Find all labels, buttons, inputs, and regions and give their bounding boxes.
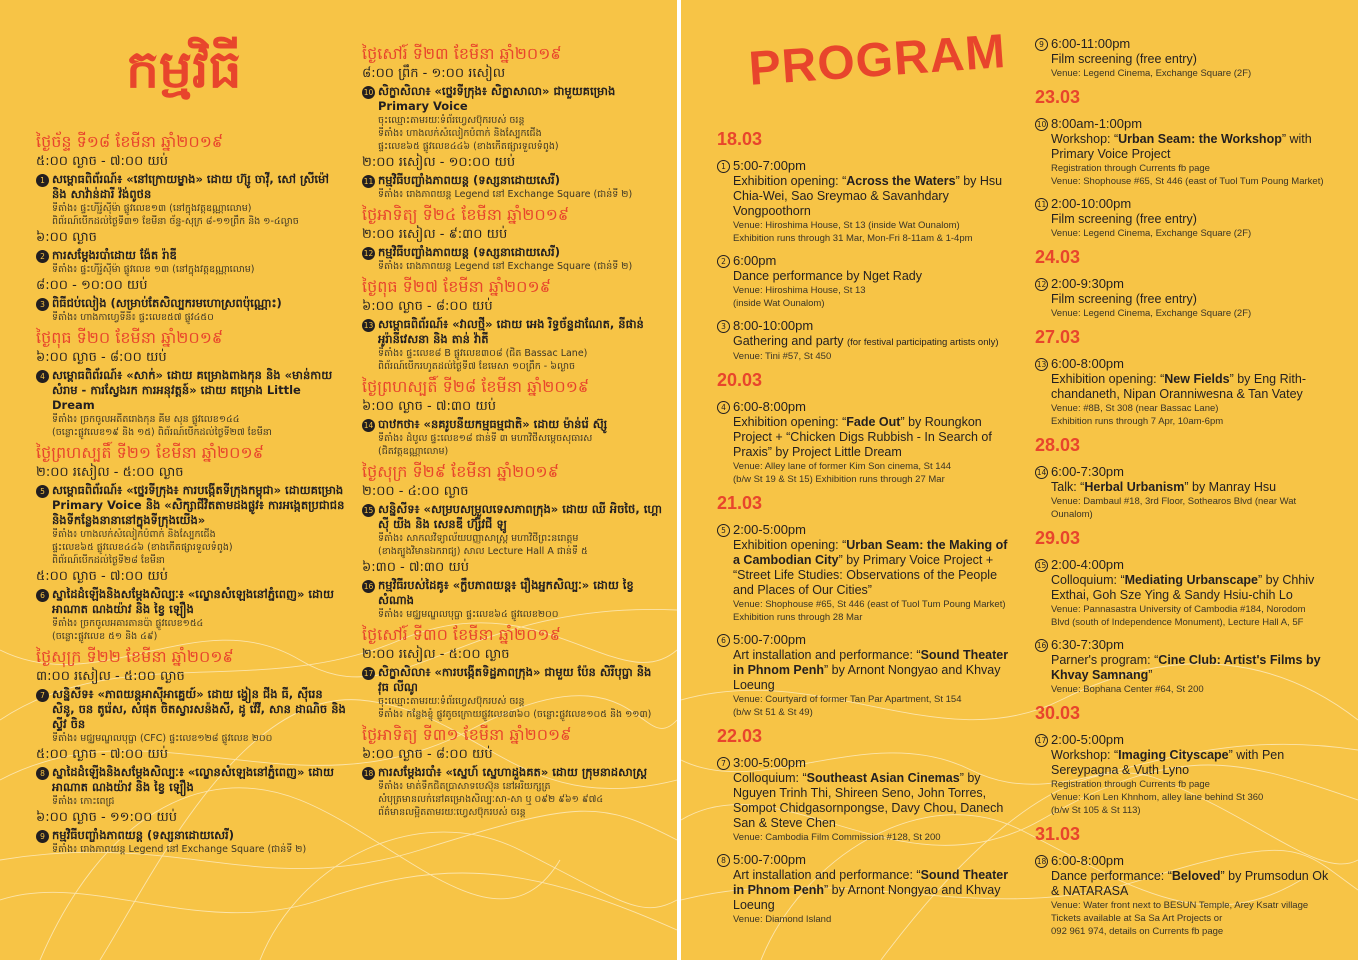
title-rest: ” by Eng Rith-chandaneth, Nipan Oranniwesna & Tan Vatey [1051, 372, 1306, 401]
day-heading: ថ្ងៃព្រហស្បតិ៍ ទី២៨ ខែមីនា ឆ្នាំ២០១៩ [362, 377, 590, 396]
event-title: បាឋកថា៖ «នគរូបនីយកម្មធម្មជាតិ» ដោយ ម៉ាន់រ៉េ ស៊្សូ [378, 417, 608, 431]
event-item [717, 632, 1017, 719]
title-bold: Herbal Urbanism [1084, 480, 1185, 494]
date-heading: 28.03 [1035, 435, 1081, 455]
event-title [733, 269, 1017, 284]
event-item [362, 245, 662, 273]
title-plain: Workshop: “ [1051, 132, 1119, 146]
event-title: សម្ពោធពិព័រណ៍៖ «សាក់» ដោយ គម្រោងពាងកុន និង «មាន់កាយសំរាម - ការស្វែងរក ការអនុវត្តន៍» ដោយ គម្រោង Little Dream [52, 368, 333, 412]
event-item [362, 317, 662, 373]
event-item [36, 296, 346, 324]
event-item [717, 522, 1017, 624]
event-time: 6:00-8:00pm [733, 399, 806, 414]
event-number: 6 [36, 589, 49, 602]
event-title: សិក្ខាសិលា៖ «ការបង្កើតទិដ្ឋភាពក្រុង» ជាមួយ ប៉ែន សិរីបុប្ផា និង វុធ លីណូ [378, 665, 652, 694]
title-rest: ” by Prumsodun Ok & NATARASA [1051, 869, 1329, 898]
event-title [1051, 132, 1335, 162]
event-detail: Venue: Bophana Center #64, St 200 [1051, 684, 1204, 695]
event-detail: (ខាងត្បូងវិមានឯករាជ្យ) សាល Lecture Hall A ជាន់ទី ៥ [378, 546, 588, 557]
event-item [36, 172, 346, 228]
event-number: 12 [1036, 280, 1047, 289]
event-time: 2:00-5:00pm [733, 522, 806, 537]
day-heading: ថ្ងៃអាទិត្យ ទី៣១ ខែមីនា ឆ្នាំ២០១៩ [362, 725, 572, 744]
event-detail: Exhibition runs through 31 Mar, Mon-Fri 8-11am & 1-4pm [733, 233, 973, 244]
event-item [362, 502, 662, 558]
event-title [733, 868, 1017, 913]
event-detail: ទីតាំង៖ ផ្ទះហ៊ីរ៉ូស៊ីម៉ា ផ្លូវលេខ១៣ (នៅក្នុងវត្តឧណ្ណាលោម) [52, 203, 252, 214]
event-time: ៦:០០ ល្ងាច - ៨:០០ យប់ [362, 299, 493, 314]
event-number: 8 [36, 767, 49, 780]
event-time: ៨:០០ - ១០:០០ យប់ [36, 278, 148, 293]
event-item [36, 828, 346, 856]
event-item [1035, 356, 1335, 428]
event-detail: Venue: Shophouse #65, St 446 (east of Tuol Tum Poung Market) [1051, 176, 1324, 187]
event-detail: (ចន្លោះផ្លូវលេខ១៩ និង ១៥) ពិព័រណ៍បើកដល់ថ្ងៃទី២៧ ខែមីនា [52, 427, 272, 438]
event-title [733, 415, 1017, 460]
event-time: 6:00-11:00pm [1051, 36, 1131, 51]
event-title: សម្ពោធពិព័រណ៍៖ «នៅក្រោយម្ខាង» ដោយ ហ៊្សូ ចាវ៉ី, សៅ ស្រីម៉ៅ និង សាវ៉ាន់ដារី វ៉ង់ពូថន [52, 172, 330, 201]
title-rest: ” by Primary Voice Project + “Street Life Studies: Observations of the People and Places of Our Cities” [733, 553, 998, 597]
date-heading: 23.03 [1035, 87, 1081, 107]
event-time: ៦:០០ ល្ងាច - ៧:៣០ យប់ [362, 399, 496, 414]
event-title [1051, 372, 1335, 402]
event-title: ការសម្ដែងរបាំ៖ «ស្នេហ៍ ស្នេហាដួងគត» ដោយ ក្រុមនាដសាស្ត្រ [378, 765, 648, 779]
title-plain: Art installation and performance: “ [733, 648, 921, 662]
event-detail: Venue: Water front next to BESUN Temple, Arey Ksatr village [1051, 900, 1309, 911]
khmer-heading: កម្មវិធី [126, 40, 242, 100]
event-time: ២:០០ រសៀល - ៩:៣០ យប់ [362, 227, 508, 242]
title-bold: Fade Out [846, 415, 901, 429]
event-detail: (ជិតវត្តឧណ្ណាលោម) [378, 446, 449, 457]
event-detail: Venue: Legend Cinema, Exchange Square (2F) [1051, 68, 1252, 79]
event-detail: Venue: Diamond Island [733, 914, 832, 925]
event-title [1051, 212, 1335, 227]
event-time: ៥:០០ ល្ងាច - ៧:០០ យប់ [36, 154, 169, 169]
event-detail: Venue: Shophouse #65, St 446 (east of Tuol Tum Poung Market) [733, 599, 1006, 610]
event-item [1035, 196, 1335, 240]
event-time: ២:០០ រសៀល - ៥:០០ ល្ងាច [362, 647, 510, 662]
event-item [362, 665, 662, 721]
event-time: 5:00-7:00pm [733, 632, 806, 647]
day-heading: ថ្ងៃពុធ ទី២៧ ខែមីនា ឆ្នាំ២០១៩ [362, 277, 551, 296]
event-detail: ទីតាំង៖ មាត់ទឹកជិតប្រាសាទបេស៊ុន នៅអរិយក្សត្រ [378, 781, 551, 792]
event-title [733, 648, 1017, 693]
event-title [733, 174, 1017, 219]
event-number: 15 [363, 506, 374, 515]
event-title: សម្ពោធពិព័រណ៍៖ «វាលថ្មី» ដោយ អេង រិទ្ធច័ន្ទដាណែត, នីផាន់ អូរ៉ានីវេសនា និង តាន់ វ៉ាតី [378, 317, 644, 346]
event-item [1035, 557, 1335, 629]
day-heading: ថ្ងៃសៅរ៍ ទី២៣ ខែមីនា ឆ្នាំ២០១៩ [362, 44, 562, 63]
event-item [1035, 637, 1335, 696]
title-rest: ” [1148, 668, 1153, 682]
event-detail: Venue: #8B, St 308 (near Bassac Lane) [1051, 403, 1219, 414]
event-number: 4 [36, 370, 49, 383]
event-detail: ទីតាំង៖ រោងភាពយន្ត Legend នៅ Exchange Square (ជាន់ទី ២) [52, 844, 307, 855]
event-detail: Blvd (south of Independence Monument), Lecture Hall A, 5F [1051, 617, 1304, 628]
event-item [1035, 276, 1335, 320]
title-plain: Film screening (free entry) [1051, 212, 1197, 226]
title-bold: Urban Seam: the Workshop [1118, 132, 1282, 146]
event-detail: ទីតាំង៖ សាកលវិទ្យាល័យបញ្ញាសាស្ត្រ មហាវិថីព្រះនរោត្តម [378, 533, 579, 544]
event-detail: ទីតាំង៖ មជ្ឈមណ្ឌលបុប្ផា ផ្ទះលេខ៦៤ ផ្លូវលេខ២០០ [378, 609, 559, 620]
event-time: ៣:០០ រសៀល - ៥:០០ ល្ងាច [36, 669, 185, 684]
event-number: 13 [1036, 360, 1047, 369]
event-title: សម្ពោធពិព័រណ៍៖ «ថ្នេរទីក្រុង៖ ការបង្កើតទីក្រុងកម្ពុជា» ដោយគម្រោង Primary Voice និង «សិក្សាជីវិតតាមដងផ្លូវ៖ ការអង្កេតប្រជាជន និងទីកន្លែងនានានៅក្នុងទីក្រុងយើង» [52, 483, 345, 527]
day-heading: ថ្ងៃសុក្រ ទី២២ ខែមីនា ឆ្នាំ២០១៩ [36, 647, 234, 666]
event-item [36, 248, 346, 276]
title-plain: Exhibition opening: “ [1051, 372, 1165, 386]
event-detail: ផ្ទះលេខ៦៥ ផ្លូវលេខ៤៤៦ (ខាងកើតផ្សារទួលទំពូង) [378, 141, 559, 152]
event-detail: Venue: Alley lane of former Kim Son cinema, St 144 [733, 461, 952, 472]
event-detail: Venue: Courtyard of former Tan Par Apartment, St 154 [733, 694, 962, 705]
event-time: 3:00-5:00pm [733, 755, 806, 770]
title-plain: Gathering and party [733, 334, 847, 348]
event-title: សន្និសីទ៖ «ភាពយន្តអាស៊ីអាគ្នេយ៍» ដោយ ង្វៀន ជីង ធី, ស៊ីរេន សិនូ, ចន តូរ៉េស, សំផុត ចិតស្វារសន៉ងសី, ដូ វ៉េវី, សាន ដាណិច និង ស្ទីវ ចិន [52, 687, 346, 731]
date-heading: 24.03 [1035, 247, 1081, 267]
event-number: 5 [717, 524, 730, 537]
event-detail: ព័ត៌មានលម្អិតតាមរយៈហ្វេសប៊ុករបស់ ចរន្ត [378, 807, 526, 818]
event-title: ពិធីជប់លៀង (សម្រាប់តែសិល្បករមហោស្រពប៉ុណ្ណោះ) [52, 296, 282, 310]
event-title [1051, 52, 1335, 67]
event-detail: Exhibition runs through 7 Apr, 10am-6pm [1051, 416, 1224, 427]
event-title: ការសម្ដែងរបាំដោយ ង៉ែត រ៉ាឌី [52, 248, 177, 262]
event-detail: ទីតាំង៖ មជ្ឈមណ្ឌលបុប្ផា (CFC) ផ្ទះលេខ១២៨ ផ្លូវលេខ ២០០ [52, 733, 273, 744]
event-number: 11 [363, 177, 374, 186]
title-rest: ” by Hsu Chia-Wei, Sao Sreymao & Savanhdary Vongpoothorn [733, 174, 1003, 218]
event-number: 14 [363, 421, 374, 430]
event-time: ៦:០០ ល្ងាច - ៨:០០ យប់ [362, 747, 493, 762]
event-time: ៥:០០ ល្ងាច - ៧:០០ យប់ [36, 569, 169, 584]
date-heading: 31.03 [1035, 824, 1081, 844]
event-detail: Tickets available at Sa Sa Art Projects or [1051, 913, 1223, 924]
event-item [1035, 464, 1335, 521]
event-detail: ទីតាំង៖ រោងភាពយន្ត Legend នៅ Exchange Square (ជាន់ទី ២) [378, 261, 633, 272]
day-heading: ថ្ងៃច័ន្ទ ទី១៨ ខែមីនា ឆ្នាំ២០១៩ [36, 132, 224, 151]
date-heading: 20.03 [717, 370, 763, 390]
event-item [362, 765, 662, 819]
title-bold: Imaging Cityscape [1118, 748, 1229, 762]
event-item [36, 765, 346, 808]
event-number: 1 [36, 174, 49, 187]
event-detail: ទីតាំង៖ ច្រកចូលអគារតានប៉ា ផ្លូវលេខ១៥៤ [52, 618, 204, 629]
event-time: 6:00-8:00pm [1051, 356, 1124, 371]
event-item [717, 253, 1017, 310]
title-bold: Southeast Asian Cinemas [806, 771, 960, 785]
event-time: 5:00-7:00pm [733, 852, 806, 867]
title-rest: ” with Primary Voice Project [1051, 132, 1312, 161]
event-detail: ពិព័រណ៍បើកដល់ថ្ងៃទី២៨ ខែមីនា [52, 555, 165, 566]
event-time: 6:30-7:30pm [1051, 637, 1124, 652]
title-bold: Cine Club: Artist's Films by Khvay Samnang [1051, 653, 1321, 682]
event-detail: ទីតាំង៖ ហាងកាហ្វេទីនី៖ ផ្ទះលេខ៥៧ ផ្លូវ៤៥០ [52, 312, 214, 323]
title-bold: Mediating Urbanscape [1124, 573, 1259, 587]
event-time: 2:00-10:00pm [1051, 196, 1132, 211]
event-item [1035, 732, 1335, 817]
event-title [1051, 869, 1335, 899]
event-number: 7 [36, 689, 49, 702]
date-heading: 27.03 [1035, 327, 1081, 347]
date-heading: 18.03 [717, 129, 763, 149]
event-detail: Venue: Pannasastra University of Cambodia #184, Norodom [1051, 604, 1306, 615]
event-item [1035, 36, 1335, 80]
event-time: ៦:០០ ល្ងាច - ៨:០០ យប់ [36, 350, 167, 365]
event-time: ២:០០ រសៀល - ១០:០០ យប់ [362, 155, 516, 170]
event-number: 16 [1036, 641, 1047, 650]
event-title [1051, 480, 1335, 495]
title-plain: Workshop: “ [1051, 748, 1119, 762]
event-title [1051, 573, 1335, 603]
event-number: 17 [363, 669, 374, 678]
event-item [362, 578, 662, 621]
event-number: 3 [36, 298, 49, 311]
event-time: 8:00am-1:00pm [1051, 116, 1143, 131]
event-detail: (b/w St 105 & St 113) [1051, 805, 1141, 816]
title-plain: Exhibition opening: “ [733, 174, 847, 188]
event-item [36, 483, 346, 567]
event-title [1051, 292, 1335, 307]
title-bold: Urban Seam: the Making of a Cambodian City [733, 538, 1008, 567]
event-number: 2 [717, 255, 730, 268]
event-detail: ទីតាំង៖ ដំបូល ផ្ទះលេខ១៨ ជាន់ទី ៣ មហាវិថីសម្ដេចសុធារស [378, 433, 593, 444]
event-item [717, 852, 1017, 926]
event-item [1035, 116, 1335, 188]
event-time: 2:00-5:00pm [1051, 732, 1124, 747]
event-detail: Venue: Cambodia Film Commission #128, St 200 [733, 832, 941, 843]
event-item [717, 318, 1017, 363]
event-detail: Venue: Hiroshima House, St 13 [733, 285, 866, 296]
day-heading: ថ្ងៃសៅរ៍ ទី៣០ ខែមីនា ឆ្នាំ២០១៩ [362, 625, 561, 644]
title-rest: ” by Nguyen Trinh Thi, Shireen Seno, John Torres, Sompot Chidgasornpongse, Davy Chou, Danech San & Steve Chen [733, 771, 1004, 830]
title-rest: ” by Manray Hsu [1184, 480, 1277, 494]
event-detail: (b/w St 19 & St 15) Exhibition runs through 27 Mar [733, 474, 945, 485]
event-title [733, 538, 1017, 598]
title-note: (for festival participating artists only) [846, 337, 999, 348]
event-number: 18 [1036, 857, 1047, 866]
event-detail: Venue: Legend Cinema, Exchange Square (2F) [1051, 308, 1252, 319]
title-plain: Art installation and performance: “ [733, 868, 921, 882]
event-detail: (inside Wat Ounalom) [733, 298, 825, 309]
title-plain: Parner's program: “ [1051, 653, 1159, 667]
event-time: 2:00-4:00pm [1051, 557, 1124, 572]
event-detail: ពិព័រណ៍បើកដល់ថ្ងៃទី៣១ ខែមីនា ច័ន្ទ-សុក្រ ៨-១១ព្រឹក និង ១-៤ល្ងាច [52, 216, 299, 227]
event-title: ស្នាដៃដំឡើងនិងសម្ដែងសិល្បៈ៖ «ល្ខោនសំឡេងនៅភ្នំពេញ» ដោយ អាណាត ណងយ៉ាវ និង ខ្វៃ ឡឿង [52, 587, 334, 616]
event-number: 12 [363, 249, 374, 258]
event-title [1051, 748, 1335, 778]
event-time: ៨:០០ ព្រឹក - ១:០០ រសៀល [362, 66, 506, 81]
title-plain: Film screening (free entry) [1051, 292, 1197, 306]
title-bold: Sound Theater in Phnom Penh [733, 648, 1009, 677]
event-number: 3 [717, 320, 730, 333]
event-time: 5:00-7:00pm [733, 158, 806, 173]
event-detail: ទីតាំង៖ ផ្ទះហ៊ីរ៉ូស៊ីម៉ា ផ្លូវលេខ ១៣ (នៅក្នុងវត្តឧណ្ណាលោម) [52, 264, 255, 275]
event-number: 1 [717, 160, 730, 173]
event-number: 2 [36, 250, 49, 263]
event-detail: Registration through Currents fb page [1051, 779, 1210, 790]
title-plain: Colloquium: “ [1051, 573, 1125, 587]
event-item [717, 755, 1017, 844]
day-heading: ថ្ងៃអាទិត្យ ទី២៤ ខែមីនា ឆ្នាំ២០១៩ [362, 205, 570, 224]
date-heading: 22.03 [717, 726, 763, 746]
event-number: 13 [363, 321, 374, 330]
event-time: 6:00pm [733, 253, 777, 268]
date-heading: 29.03 [1035, 528, 1081, 548]
event-detail: ចុះឈ្មោះតាមរយៈទំព័រហ្វេសប៊ុករបស់ ចរន្ត [378, 115, 525, 126]
event-number: 17 [1036, 736, 1047, 745]
event-title: ស្នាដៃដំឡើងនិងសម្ដែងសិល្បៈ៖ «ល្ខោនសំឡេងនៅភ្នំពេញ» ដោយ អាណាត ណងយ៉ាវ និង ខ្វៃ ឡឿង [52, 765, 334, 794]
event-number: 18 [363, 769, 374, 778]
event-number: 5 [36, 485, 49, 498]
event-item [717, 158, 1017, 245]
event-detail: Venue: Hiroshima House, St 13 (inside Wat Ounalom) [733, 220, 960, 231]
khmer-panel [0, 0, 677, 960]
title-bold: Beloved [1171, 869, 1221, 883]
event-number: 9 [36, 830, 49, 843]
event-time: ៦:០០ ល្ងាច - ១១:០០ យប់ [36, 810, 178, 825]
event-number: 4 [717, 401, 730, 414]
event-time: ៥:០០ ល្ងាច - ៧:០០ យប់ [36, 747, 169, 762]
khmer-column-1 [36, 128, 346, 856]
title-rest: ” by Arnont Nongyao and Khvay Loeung [733, 883, 1001, 912]
day-heading: ថ្ងៃសុក្រ ទី២៩ ខែមីនា ឆ្នាំ២០១៩ [362, 462, 559, 481]
title-plain: Talk: “ [1051, 480, 1085, 494]
event-detail: ទីតាំង៖ ច្រកចូលអតីតរោងកុន គីម សុន ផ្លូវលេខ១៤៤ [52, 414, 240, 425]
event-detail: 092 961 974, details on Currents fb page [1051, 926, 1224, 937]
event-detail: Venue: Tini #57, St 450 [733, 351, 832, 362]
event-detail: (ចន្លោះផ្លូវលេខ ៥១ និង ៤៩) [52, 631, 158, 642]
event-title [1051, 653, 1335, 683]
event-detail: ទីតាំង៖ ផ្ទះលេខ៨ B ផ្លូវលេខ៣០៨ (ជិត Bassac Lane) [378, 348, 588, 359]
event-detail: Registration through Currents fb page [1051, 163, 1210, 174]
event-number: 10 [363, 88, 374, 97]
event-number: 7 [717, 757, 730, 770]
event-item [36, 687, 346, 745]
event-item [717, 399, 1017, 486]
event-number: 16 [363, 582, 374, 591]
title-plain: Exhibition opening: “ [733, 538, 847, 552]
event-time: ២:០០ រសៀល - ៥:០០ ល្ងាច [36, 465, 184, 480]
event-time: ២:០០ - ៤:០០ ល្ងាច [362, 484, 469, 499]
event-title: សន្និសីទ៖ «សម្របសម្រួលទេសភាពក្រុង» ដោយ ឈី អិចថៃ, ហ្គោ ស៊ី យីង និង សេនឌី ហ៊្សីវជី ឡូ [378, 502, 662, 531]
event-time: 6:00-8:00pm [1051, 853, 1124, 868]
event-title: កម្មវិធីរបស់ដៃគូ៖ «ក្លឹបភាពយន្ត៖ រឿងអ្នកសិល្បៈ» ដោយ ខ្វៃ សំណាង [378, 578, 634, 607]
event-detail: (b/w St 51 & St 49) [733, 707, 813, 718]
event-number: 11 [1036, 200, 1047, 209]
event-item [36, 587, 346, 643]
event-detail: Venue: Legend Cinema, Exchange Square (2F) [1051, 228, 1252, 239]
event-number: 14 [1036, 468, 1047, 477]
khmer-column-2 [362, 40, 662, 819]
event-title: កម្មវិធីបញ្ចាំងភាពយន្ត (ទស្សនាដោយសេរី) [378, 245, 560, 259]
event-detail: ទីតាំង៖ ហាងលក់សំលៀកបំពាក់ និងស្បែកជើង [52, 529, 216, 540]
event-number: 10 [1036, 120, 1047, 129]
event-detail: Venue: Kon Len Khnhom, alley lane behind St 360 [1051, 792, 1264, 803]
title-bold: New Fields [1164, 372, 1230, 386]
program-heading: PROGRAM [747, 25, 1008, 96]
title-plain: Dance performance: “ [1051, 869, 1172, 883]
event-item [362, 417, 662, 458]
english-column-1 [717, 122, 1017, 926]
event-number: 8 [717, 854, 730, 867]
event-number: 9 [1035, 38, 1048, 51]
title-rest: ” by Chhiv Exthai, Goh Sze Ying & Sandy Hsiu-chih Lo [1051, 573, 1315, 602]
event-detail: Exhibition runs through 28 Mar [733, 612, 863, 623]
title-rest: ” by Roungkon Project + “Chicken Digs Rubbish - In Search of Praxis” by Project Little Dream [733, 415, 992, 459]
event-time: ៦:៣០ - ៧:៣០ យប់ [362, 560, 469, 575]
event-time: 8:00-10:00pm [733, 318, 814, 333]
event-item [362, 173, 662, 201]
event-detail: ផ្ទះលេខ៦៥ ផ្លូវលេខ៤៤៦ (ខាងកើតផ្សារទួលទំពូង) [52, 542, 233, 553]
event-title: កម្មវិធីបញ្ចាំងភាពយន្ត (ទស្សនាដោយសេរី) [52, 828, 234, 842]
event-detail: ទីតាំង៖ ហាងលក់សំលៀកបំពាក់ និងស្បែកជើង [378, 128, 542, 139]
event-detail: ទីតាំង៖ រោងភាពយន្ត Legend នៅ Exchange Square (ជាន់ទី ២) [378, 189, 633, 200]
event-title: សិក្ខាសិលា៖ «ថ្នេរទីក្រុង៖ សិក្ខាសាលា» ជាមួយគម្រោង Primary Voice [378, 84, 616, 113]
title-plain: Exhibition opening: “ [733, 415, 847, 429]
event-title: កម្មវិធីបញ្ចាំងភាពយន្ត (ទស្សនាដោយសេរី) [378, 173, 560, 187]
english-column-2 [1035, 28, 1335, 938]
english-panel [681, 0, 1358, 960]
event-item [1035, 853, 1335, 938]
event-detail: ទីតាំង៖ កោះពេជ្រ [52, 796, 115, 807]
event-title [733, 334, 1017, 350]
title-rest: ” by Arnont Nongyao and Khvay Loeung [733, 663, 1001, 692]
title-plain: Colloquium: “ [733, 771, 807, 785]
day-heading: ថ្ងៃព្រហស្បតិ៍ ទី២១ ខែមីនា ឆ្នាំ២០១៩ [36, 443, 264, 462]
event-time: 6:00-7:30pm [1051, 464, 1124, 479]
event-title [733, 771, 1017, 831]
title-plain: Dance performance by Nget Rady [733, 269, 922, 283]
event-time: 2:00-9:30pm [1051, 276, 1124, 291]
date-heading: 21.03 [717, 493, 763, 513]
title-bold: Across the Waters [846, 174, 956, 188]
event-number: 6 [717, 634, 730, 647]
date-heading: 30.03 [1035, 703, 1081, 723]
event-item [362, 84, 662, 153]
title-rest: ” with Pen Sereypagna & Vuth Lyno [1051, 748, 1285, 777]
event-item [36, 368, 346, 439]
event-number: 15 [1036, 561, 1047, 570]
event-detail: ទីតាំង៖ កន្លែងខ្ញុំ ផ្លូវតូចក្រោយផ្លូវលេខ៣៦០ (ចន្លោះផ្លូវលេខ១០៥ និង ១១៣) [378, 709, 652, 720]
event-detail: ពិព័រណ៍បើករហូតដល់ថ្ងៃទី៧ ខែមេសា ១០ព្រឹក - ៦ល្ងាច [378, 361, 576, 372]
title-bold: Sound Theater in Phnom Penh [733, 868, 1009, 897]
event-time: ៦:០០ ល្ងាច [36, 230, 97, 245]
event-detail: Venue: Dambaul #18, 3rd Floor, Sothearos Blvd (near Wat Ounalom) [1051, 496, 1297, 520]
event-detail: ចុះឈ្មោះតាមរយៈទំព័រហ្វេសប៊ុករបស់ ចរន្ត [378, 696, 525, 707]
day-heading: ថ្ងៃពុធ ទី២០ ខែមីនា ឆ្នាំ២០១៩ [36, 328, 224, 347]
event-detail: សំបុត្រមានលក់នៅគម្រោងសិល្បៈសា-សា ឬ ០៩២ ៩៦១ ៩៧៤ [378, 794, 604, 805]
title-plain: Film screening (free entry) [1051, 52, 1197, 66]
